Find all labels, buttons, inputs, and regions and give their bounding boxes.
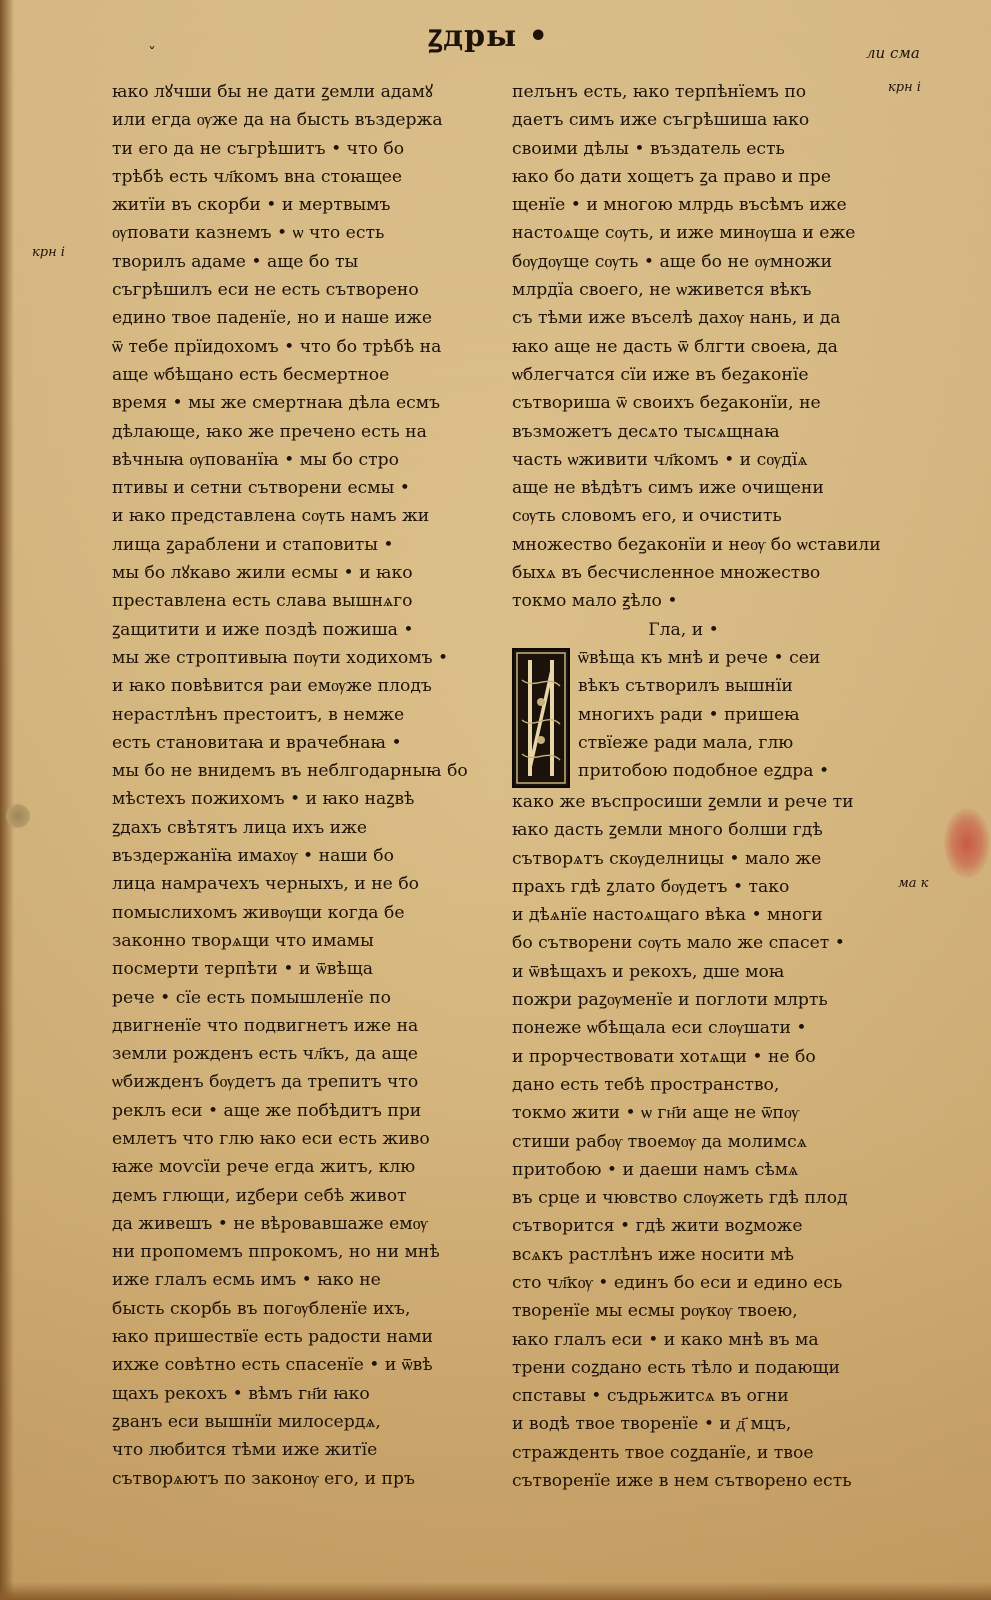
page-header bbox=[0, 14, 991, 63]
text-line: да живешъ • не вѣровавшаже емѹ bbox=[112, 1213, 428, 1234]
text-line: сѹть словомъ его, и очистить bbox=[512, 506, 782, 527]
text-line: ѡбижденъ бѹдетъ да трепитъ что bbox=[112, 1072, 419, 1093]
text-line: токмо мало ꙃѣло • bbox=[512, 591, 678, 612]
right-column-top-text bbox=[512, 78, 895, 616]
text-line: прахъ гдѣ ꙁлато бѹдетъ • тако bbox=[512, 876, 790, 897]
text-line: ꙁванъ еси вышнїи милосердѧ, bbox=[112, 1411, 381, 1432]
text-line: ꙁащитити и иже поздѣ пожиша • bbox=[112, 619, 414, 640]
text-line: реклъ еси • аще же побѣдитъ при bbox=[112, 1100, 422, 1121]
text-line: ꙗко глалъ еси • и како мнѣ въ ма bbox=[512, 1329, 819, 1350]
text-line: притобою подобное еꙁдра • bbox=[578, 761, 830, 782]
text-line: спставы • съдрьжитсѧ въ огни bbox=[512, 1386, 789, 1407]
decorated-initial bbox=[512, 648, 570, 788]
ornament-initial-icon bbox=[514, 650, 568, 786]
text-line: ѹповати казнемъ • ѡ что есть bbox=[112, 223, 385, 244]
text-line: мы бо не внидемъ въ неблгодарныꙗ бо bbox=[112, 761, 468, 782]
chapter-heading: Гла, и • bbox=[648, 619, 719, 640]
text-line: стражденть твое соꙁданїе, и твое bbox=[512, 1442, 814, 1463]
text-line: въздержанїꙗ имахѹ • наши бо bbox=[112, 846, 394, 867]
text-line: аще ѡбѣщано есть бесмертное bbox=[112, 364, 390, 385]
text-line: сътворѧтъ скѹделницы • мало же bbox=[512, 848, 822, 869]
text-line: время • мы же смертнаꙗ дѣла есмъ bbox=[112, 393, 441, 414]
text-line: множество беꙁаконїи и неѹ бо ѡставили bbox=[512, 534, 881, 555]
text-line: трѣбѣ есть чл҃комъ вна стоꙗщее bbox=[112, 166, 403, 187]
text-line: пожри раꙁѹменїе и поглоти млрть bbox=[512, 990, 828, 1011]
text-line: щенїе • и многою млрдь въсѣмъ иже bbox=[512, 195, 847, 216]
text-line: како же въспросиши ꙁемли и рече ти bbox=[512, 791, 854, 812]
text-line: бѹдѹще сѹть • аще бо не ѹмножи bbox=[512, 251, 833, 272]
margin-note-left: крн і bbox=[32, 245, 65, 260]
text-line: бысть скорбь въ погѹбленїе ихъ, bbox=[112, 1298, 411, 1319]
text-line: настоѧще сѹть, и иже минѹша и еже bbox=[512, 223, 856, 244]
text-line: даетъ симъ иже съгрѣшиша ꙗко bbox=[512, 110, 810, 131]
page-left-edge-shadow bbox=[0, 0, 14, 1600]
text-line: ѿ тебе прїидохомъ • что бо трѣбѣ на bbox=[112, 336, 442, 357]
header-mark: ˇ bbox=[148, 44, 156, 63]
text-line: стиши рабѹ твоемѹ да молимсѧ bbox=[512, 1131, 807, 1152]
text-line: земли рожденъ есть чл҃къ, да аще bbox=[112, 1044, 418, 1065]
text-line: възможетъ десѧто тысѧщнаꙗ bbox=[512, 421, 780, 442]
text-line: законно творѧщи что имамы bbox=[112, 930, 374, 951]
text-line: ꙗко дасть ꙁемли много болши гдѣ bbox=[512, 820, 823, 841]
text-line: вѣкъ сътворилъ вышнїи bbox=[578, 676, 793, 697]
text-line: посмерти терпѣти • и ѿвѣща bbox=[112, 959, 374, 980]
text-line: демъ глющи, иꙁбери себѣ живот bbox=[112, 1185, 407, 1206]
text-line: дѣлающе, ꙗко же пречено есть на bbox=[112, 421, 427, 442]
text-line: быхѧ въ бесчисленное множество bbox=[512, 563, 821, 584]
text-line: ѿвѣща къ мнѣ и рече • сеи bbox=[578, 647, 821, 668]
text-line: понеже ѡбѣщала еси слѹшати • bbox=[512, 1018, 807, 1039]
text-line: и прорчествовати хотѧщи • не бо bbox=[512, 1046, 816, 1067]
text-line: мѣстехъ пожихомъ • и ꙗко наꙁвѣ bbox=[112, 789, 415, 810]
paper-hole bbox=[6, 804, 30, 828]
text-line: есть становитаꙗ и врачебнаꙗ • bbox=[112, 732, 402, 753]
text-line: и дѣѧнїе настоѧщаго вѣка • многи bbox=[512, 905, 823, 926]
text-line: ѡблегчатся сїи иже въ беꙁаконїе bbox=[512, 364, 809, 385]
text-line: и ѿвѣщахъ и рекохъ, дше моꙗ bbox=[512, 961, 785, 982]
text-line: сътворѧютъ по законѹ его, и пръ bbox=[112, 1468, 415, 1489]
text-line: ꙗже моѵсїи рече егда житъ, клю bbox=[112, 1157, 416, 1178]
text-line: аще не вѣдѣтъ симъ иже очищени bbox=[512, 478, 824, 499]
text-line: токмо жити • ѡ гн҃и аще не ѿпѹ bbox=[512, 1103, 799, 1124]
text-line: или егда ѹже да на бысть въздержа bbox=[112, 110, 443, 131]
text-line: двигненїе что подвигнетъ иже на bbox=[112, 1015, 419, 1036]
text-line: нерастлѣнъ престоитъ, в немже bbox=[112, 704, 405, 725]
text-line: сътворится • гдѣ жити воꙁможе bbox=[512, 1216, 803, 1237]
text-line: мы бо лꙋкаво жили есмы • и ꙗко bbox=[112, 563, 413, 584]
text-line: сътвориша ѿ своихъ беꙁаконїи, не bbox=[512, 393, 821, 414]
text-line: лица намрачехъ черныхъ, и не бо bbox=[112, 874, 420, 895]
text-line: съгрѣшилъ еси не есть сътворено bbox=[112, 280, 419, 301]
text-line: ꙗко лꙋчши бы не дати ꙁемли адамꙋ bbox=[112, 82, 434, 102]
text-line: преставлена есть слава вышнѧго bbox=[112, 591, 413, 612]
left-text-column bbox=[112, 78, 495, 1498]
text-line: ствїеже ради мала, глю bbox=[578, 732, 794, 753]
text-line: творенїе мы есмы рѹкѹ твоею, bbox=[512, 1301, 798, 1322]
page-bottom-edge-shadow bbox=[0, 1582, 991, 1600]
text-line: ꙁдахъ свѣтятъ лица ихъ иже bbox=[112, 817, 368, 838]
text-line: иже глалъ есмь имъ • ꙗко не bbox=[112, 1270, 381, 1291]
text-line: пелънъ есть, ꙗко терпѣнїемъ по bbox=[512, 82, 807, 102]
text-line: помыслихомъ живѹщи когда бе bbox=[112, 902, 405, 923]
text-line: и водѣ твое творенїе • и д҃ мцъ, bbox=[512, 1414, 792, 1435]
text-line: рече • сїе есть помышленїе по bbox=[112, 987, 391, 1008]
text-line: ихже совѣтно есть спасенїе • и ѿвѣ bbox=[112, 1355, 433, 1376]
right-text-column bbox=[512, 78, 895, 1498]
text-line: своими дѣлы • въздатель есть bbox=[512, 138, 785, 159]
text-line: ꙗко бо дати хощетъ ꙁа право и пре bbox=[512, 166, 832, 187]
right-column-initial-text bbox=[578, 644, 895, 788]
folio-number: ли сма bbox=[866, 44, 920, 62]
text-line: и ꙗко повѣвится раи емѹже плодъ bbox=[112, 676, 432, 697]
text-line: творилъ адаме • аще бо ты bbox=[112, 251, 359, 272]
text-line: и ꙗко представлена сѹть намъ жи bbox=[112, 506, 430, 527]
text-line: многихъ ради • пришеꙗ bbox=[578, 704, 800, 725]
right-column-bottom-text bbox=[512, 788, 895, 1495]
text-line: мы же строптивыꙗ пѹти ходихомъ • bbox=[112, 647, 449, 668]
text-line: емлетъ что глю ꙗко еси есть живо bbox=[112, 1128, 430, 1149]
chapter-opening bbox=[512, 644, 895, 788]
text-line: вѣчныꙗ ѹпованїꙗ • мы бо стро bbox=[112, 449, 399, 470]
text-line: притобою • и даеши намъ сѣмѧ bbox=[512, 1159, 799, 1180]
text-line: часть ѡживити чл҃комъ • и сѹдїѧ bbox=[512, 449, 808, 470]
text-line: млрдїа своего, не ѡживется вѣкъ bbox=[512, 280, 812, 301]
text-line: ти его да не съгрѣшитъ • что бо bbox=[112, 138, 405, 159]
text-line: въ срце и чювство слѹжеть гдѣ плод bbox=[512, 1188, 848, 1209]
text-line: сътворенїе иже в нем сътворено есть bbox=[512, 1471, 852, 1492]
red-ink-stain bbox=[944, 808, 990, 878]
text-line: житїи въ скорби • и мертвымъ bbox=[112, 195, 391, 216]
text-line: бо сътворени сѹть мало же спасет • bbox=[512, 933, 845, 954]
margin-note-right: ма к bbox=[898, 876, 929, 891]
text-line: всѧкъ растлѣнъ иже носити мѣ bbox=[512, 1244, 795, 1265]
margin-note-top-right: крн і bbox=[888, 80, 921, 95]
text-line: дано есть тебѣ пространство, bbox=[512, 1074, 780, 1095]
text-line: ꙗко пришествїе есть радости нами bbox=[112, 1327, 433, 1348]
text-line: трени соꙁдано есть тѣло и подающи bbox=[512, 1357, 840, 1378]
text-line: сто чл҃кѹ • единъ бо еси и едино есь bbox=[512, 1272, 843, 1293]
text-line: что любится тѣми иже житїе bbox=[112, 1440, 378, 1461]
text-line: щахъ рекохъ • вѣмъ гн҃и ꙗко bbox=[112, 1383, 370, 1404]
text-line: птивы и сетни сътворени есмы • bbox=[112, 478, 410, 499]
text-line: ꙗко аще не дасть ѿ блгти своеꙗ, да bbox=[512, 336, 838, 357]
text-line: съ тѣми иже въселѣ дахѹ нань, и да bbox=[512, 308, 841, 329]
running-head: ꙁдры • bbox=[428, 19, 549, 54]
text-line: ни пропомемъ ппрокомъ, но ни мнѣ bbox=[112, 1242, 440, 1263]
text-line: едино твое паденїе, но и наше иже bbox=[112, 308, 433, 329]
text-line: лища ꙁараблени и стаповиты • bbox=[112, 534, 394, 555]
